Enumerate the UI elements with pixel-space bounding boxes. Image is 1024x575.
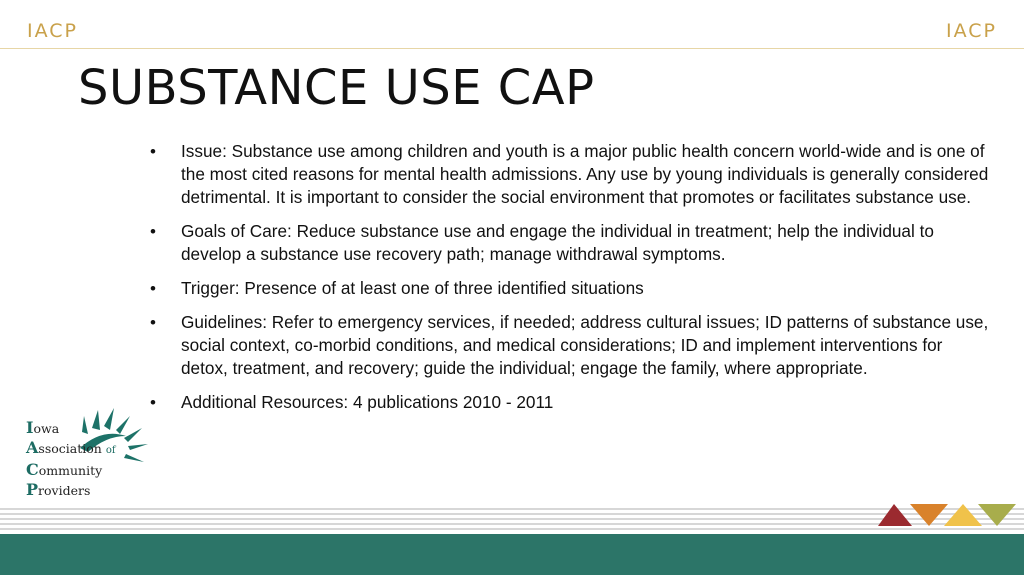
triangle-red-icon — [878, 504, 912, 526]
bullet-list — [150, 140, 990, 425]
logo-wordmark: Iowa Association of Community Providers — [26, 418, 116, 499]
bullet-issue: • Issue: Substance use among children and youth is a major public health concern world-wide and is one of the most cited reasons for mental health admissions. Any use by young individuals is generally considered detrimental. It is important to consider the social environment that promotes or facilitates substance use. — [150, 140, 990, 209]
bullet-trigger: • Trigger: Presence of at least one of three identified situations — [150, 277, 990, 300]
brand-left: IACP — [27, 20, 78, 42]
footer-stripes — [0, 508, 1024, 530]
triangle-orange-icon — [910, 504, 948, 526]
footer-band — [0, 534, 1024, 575]
bullet-guidelines: • Guidelines: Refer to emergency services, if needed; address cultural issues; ID patterns of substance use, social context, co-morbid conditions, and medical considerations; ID and implement interventions for detox, treatment, and recovery; guide the individual; engage the family, where appropriate. — [150, 311, 990, 380]
triangle-olive-icon — [978, 504, 1016, 526]
header-divider — [0, 48, 1024, 49]
brand-right: IACP — [946, 20, 997, 42]
triangle-yellow-icon — [944, 504, 982, 526]
slide-title: SUBSTANCE USE CAP — [78, 60, 595, 116]
bullet-additional-resources: • Additional Resources: 4 publications 2010 - 2011 — [150, 391, 990, 414]
bullet-goals-of-care: • Goals of Care: Reduce substance use and engage the individual in treatment; help the individual to develop a substance use recovery path; manage withdrawal symptoms. — [150, 220, 990, 266]
triangle-decoration-icon — [876, 500, 1016, 528]
